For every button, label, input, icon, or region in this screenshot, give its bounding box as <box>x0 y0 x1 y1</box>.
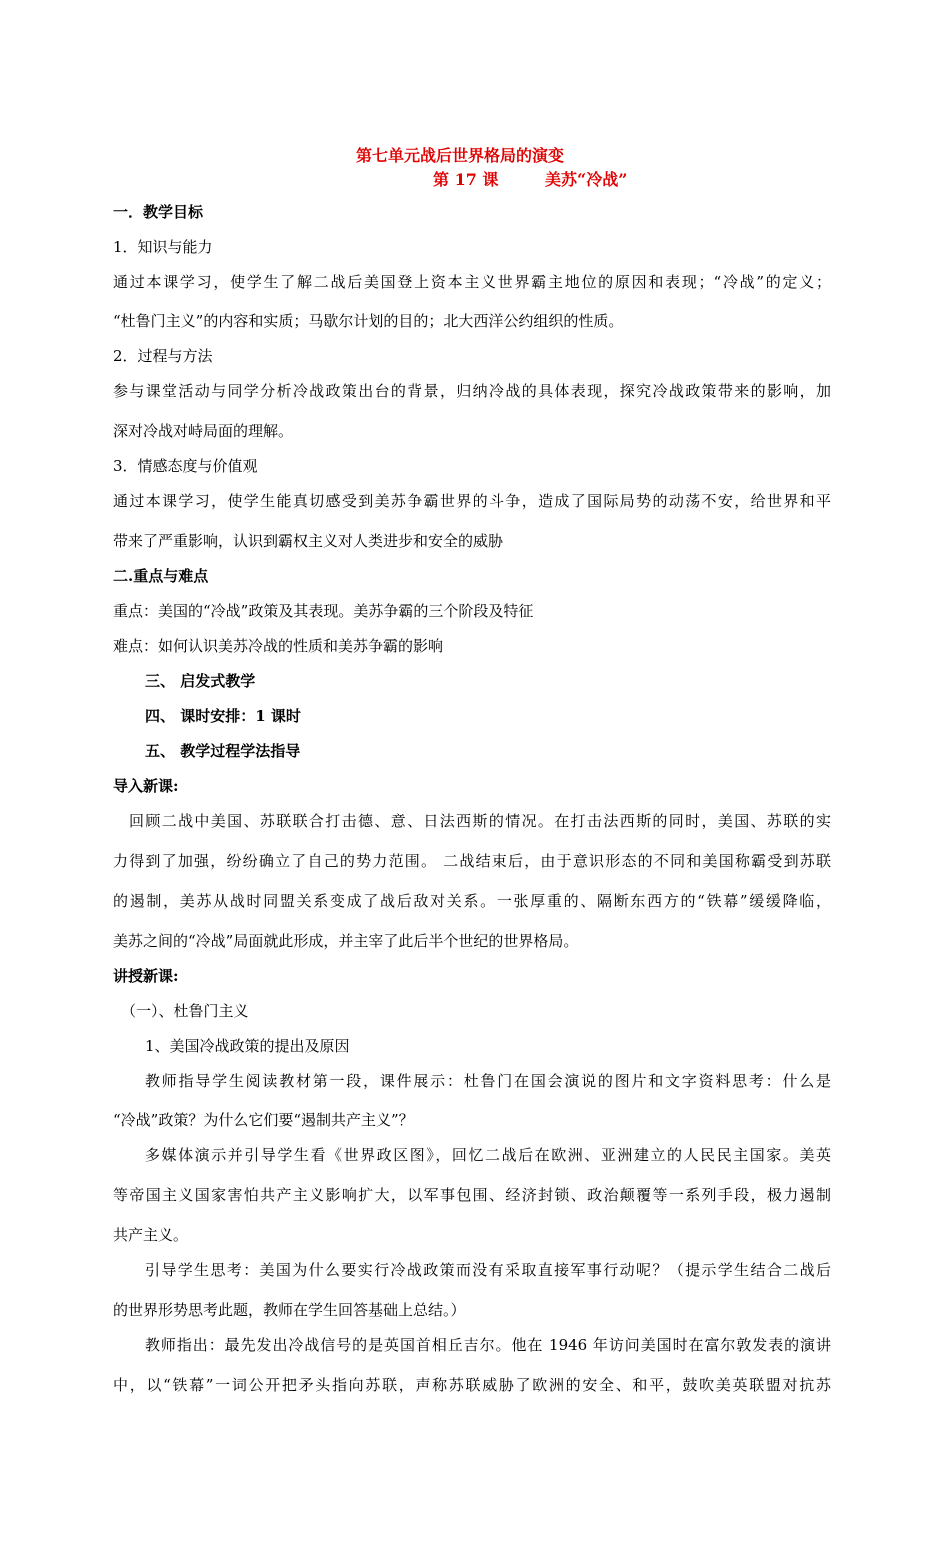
heading-schedule: 四、 课时安排：1 课时 <box>145 707 301 725</box>
paragraph-line: 共产主义。 <box>113 1226 189 1244</box>
lesson-number: 第 17 课 <box>433 170 499 189</box>
goal-process: 2．过程与方法 <box>113 347 213 365</box>
heading-teaching-objectives: 一．教学目标 <box>113 203 204 221</box>
paragraph-line: 教师指导学生阅读教材第一段，课件展示：杜鲁门在国会演说的图片和文字资料思考：什么是 <box>145 1072 831 1090</box>
unit-title: 第七单元战后世界格局的演变 <box>356 146 565 165</box>
paragraph-line: 通过本课学习，使学生能真切感受到美苏争霸世界的斗争，造成了国际局势的动荡不安，给世界和平 <box>113 492 831 510</box>
paragraph-line: 教师指出：最先发出冷战信号的是英国首相丘吉尔。他在 1946 年访问美国时在富尔敦发表的演讲 <box>145 1336 831 1354</box>
paragraph-line: 深对冷战对峙局面的理解。 <box>113 422 294 440</box>
paragraph-line: “冷战”政策？为什么它们要“遏制共产主义”？ <box>113 1111 414 1129</box>
difficult-point: 难点：如何认识美苏冷战的性质和美苏争霸的影响 <box>113 637 444 655</box>
goal-attitude: 3．情感态度与价值观 <box>113 457 258 475</box>
paragraph-line: 带来了严重影响，认识到霸权主义对人类进步和安全的威胁 <box>113 532 504 550</box>
heading-process: 五、 教学过程学法指导 <box>145 742 301 760</box>
lesson-title: 美苏“冷战” <box>545 170 628 189</box>
paragraph-line: 力得到了加强，纷纷确立了自己的势力范围。 二战结束后，由于意识形态的不同和美国称霸受到苏联 <box>113 852 831 870</box>
paragraph-line: 引导学生思考：美国为什么要实行冷战政策而没有采取直接军事行动呢？（提示学生结合二战后 <box>145 1261 831 1279</box>
section-truman-doctrine: （一）、杜鲁门主义 <box>121 1002 249 1020</box>
paragraph-line: 回顾二战中美国、苏联联合打击德、意、日法西斯的情况。在打击法西斯的同时，美国、苏联的实 <box>129 812 831 830</box>
heading-introduction: 导入新课: <box>113 777 179 795</box>
paragraph-line: 美苏之间的“冷战”局面就此形成，并主宰了此后半个世纪的世界格局。 <box>113 932 579 950</box>
heading-new-lesson: 讲授新课: <box>113 967 179 985</box>
paragraph-line: 多媒体演示并引导学生看《世界政区图》，回忆二战后在欧洲、亚洲建立的人民民主国家。美英 <box>145 1146 831 1164</box>
subsection-cold-war-policy: 1、美国冷战政策的提出及原因 <box>145 1037 350 1055</box>
paragraph-line: “杜鲁门主义”的内容和实质；马歇尔计划的目的；北大西洋公约组织的性质。 <box>113 312 624 330</box>
heading-key-points: 二.重点与难点 <box>113 567 209 585</box>
key-point: 重点：美国的“冷战”政策及其表现。美苏争霸的三个阶段及特征 <box>113 602 534 620</box>
paragraph-line: 的世界形势思考此题，教师在学生回答基础上总结。） <box>113 1301 466 1319</box>
heading-method: 三、 启发式教学 <box>145 672 256 690</box>
paragraph-line: 中，以“铁幕”一词公开把矛头指向苏联，声称苏联威胁了欧洲的安全、和平，鼓吹美英联盟对抗苏 <box>113 1376 831 1394</box>
paragraph-line: 参与课堂活动与同学分析冷战政策出台的背景，归纳冷战的具体表现，探究冷战政策带来的影响，加 <box>113 382 831 400</box>
goal-knowledge: 1．知识与能力 <box>113 238 213 256</box>
paragraph-line: 通过本课学习，使学生了解二战后美国登上资本主义世界霸主地位的原因和表现；“冷战”的定义； <box>113 273 831 291</box>
paragraph-line: 的遏制，美苏从战时同盟关系变成了战后敌对关系。一张厚重的、隔断东西方的“铁幕”缓缓降临， <box>113 892 831 910</box>
paragraph-line: 等帝国主义国家害怕共产主义影响扩大，以军事包围、经济封锁、政治颠覆等一系列手段，极力遏制 <box>113 1186 831 1204</box>
